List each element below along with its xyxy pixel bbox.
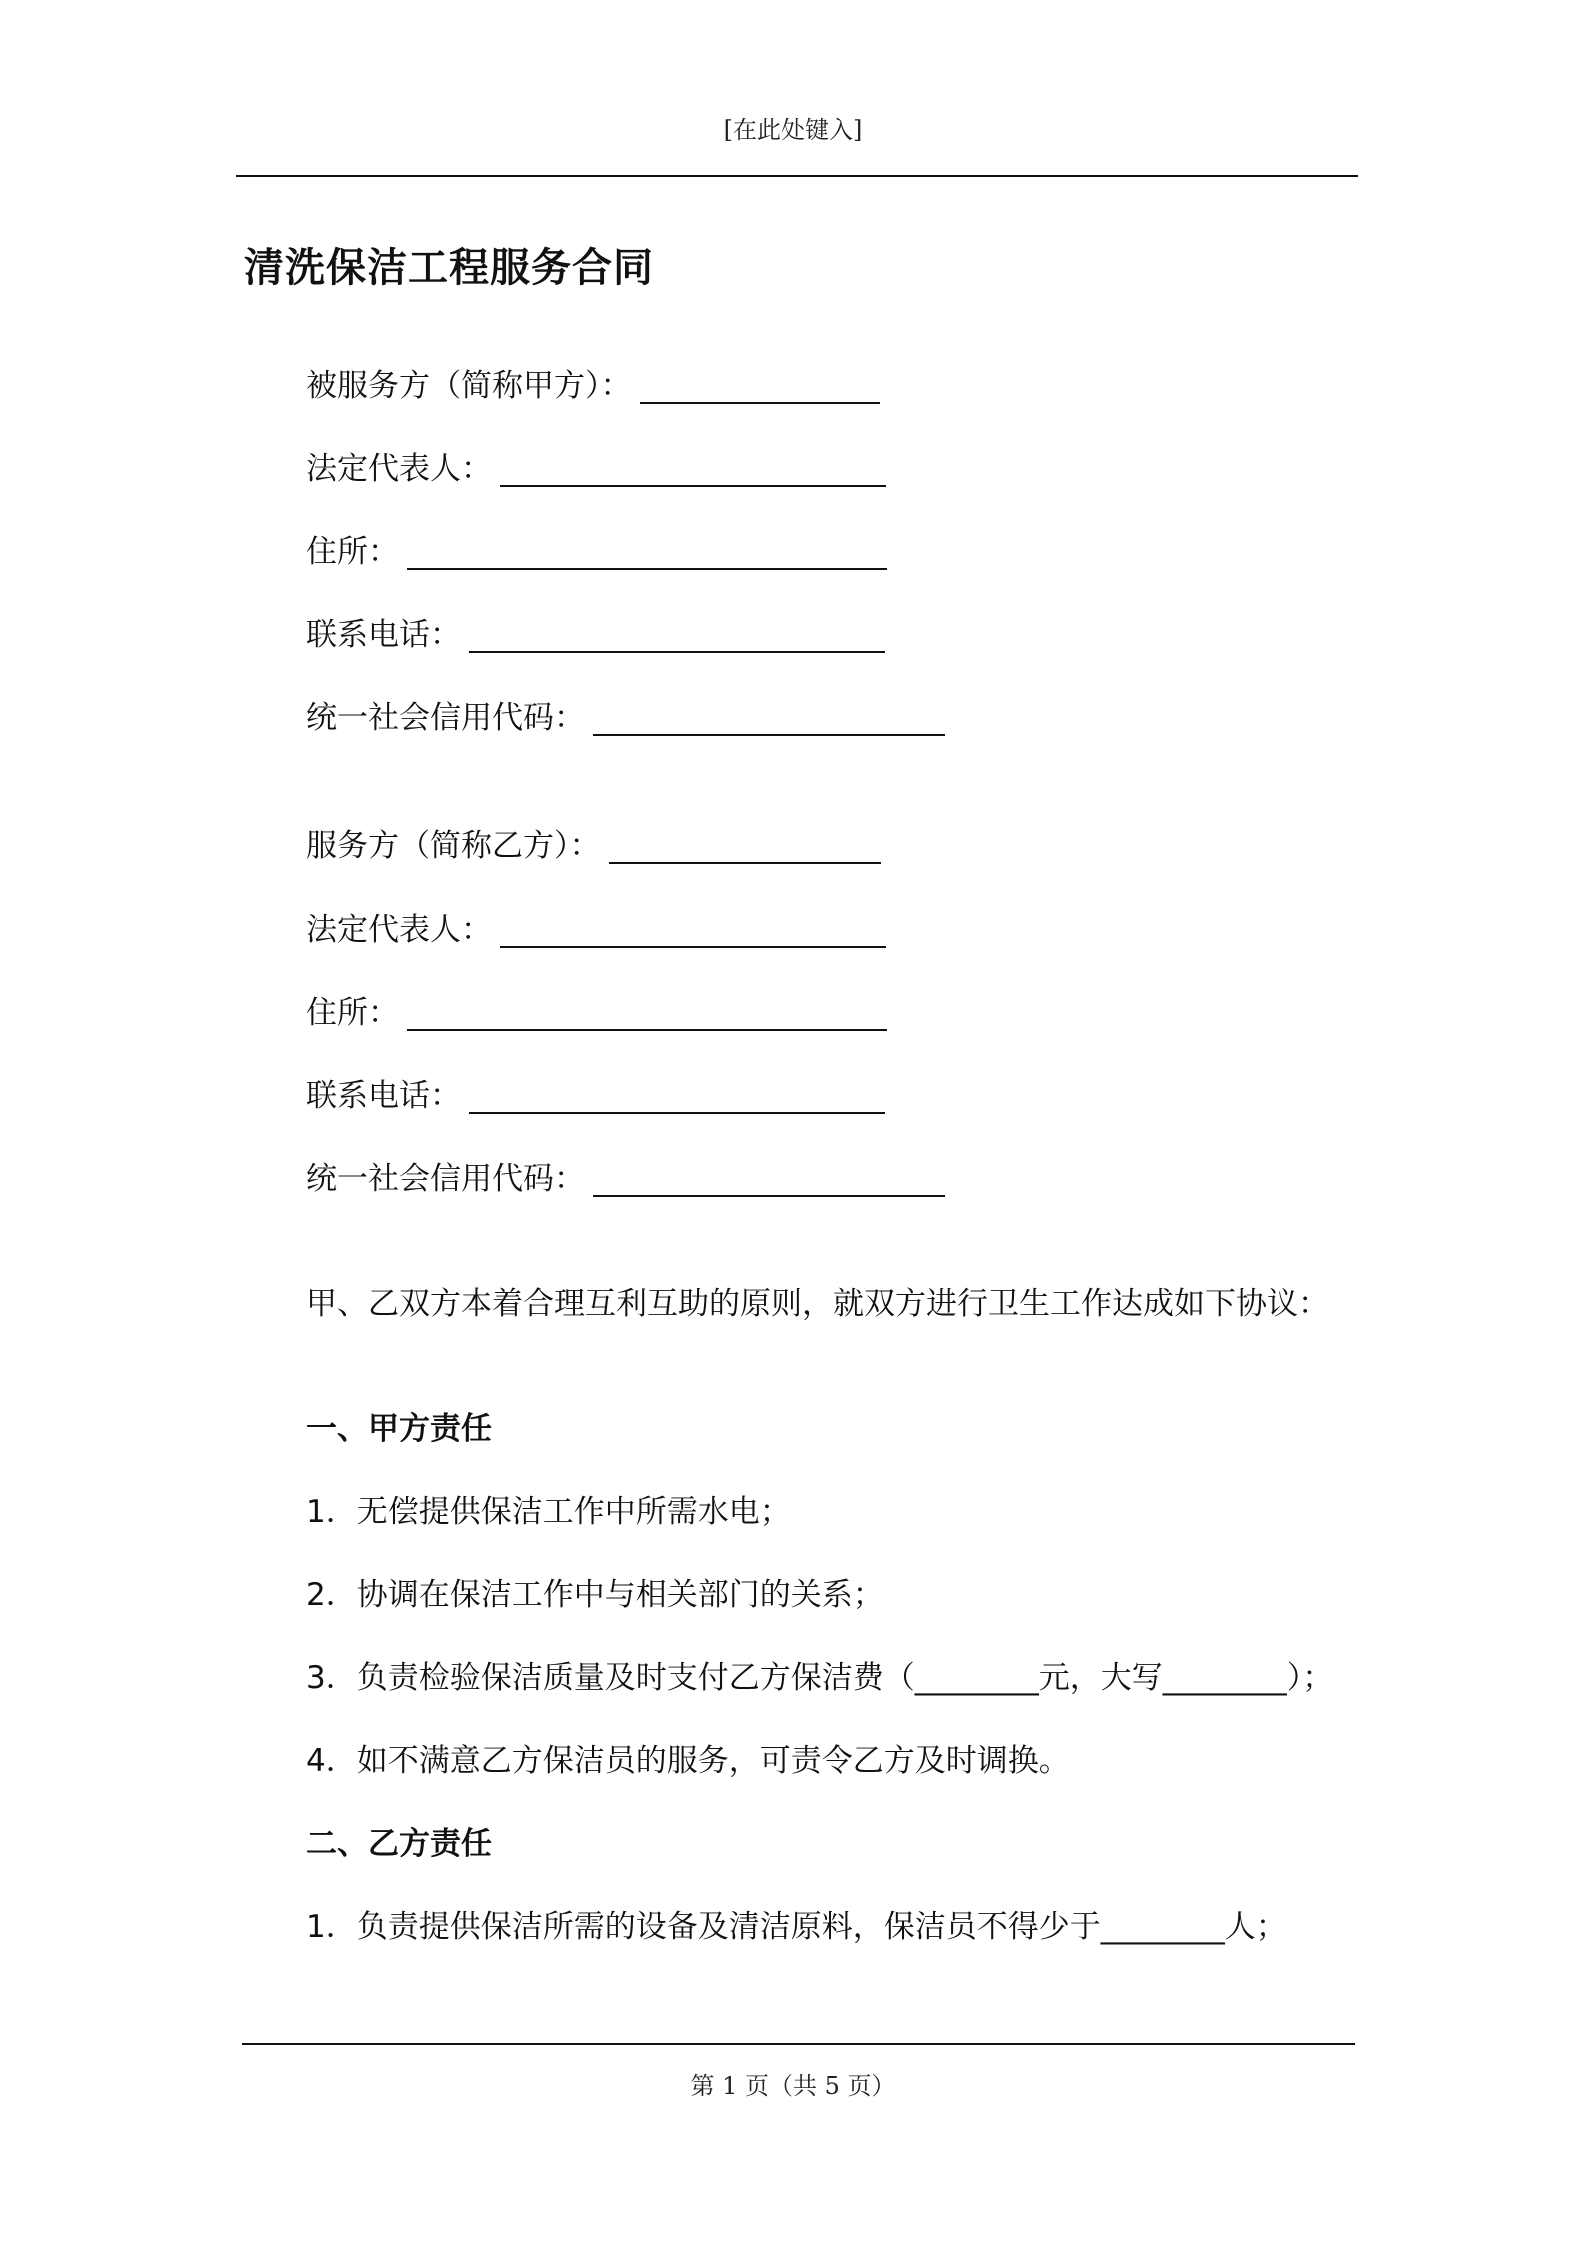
party-b-address-blank[interactable] [407, 989, 887, 1031]
party-a-rep-blank[interactable] [500, 445, 886, 487]
intro-paragraph: 甲、乙双方本着合理互利互助的原则，就双方进行卫生工作达成如下协议： [306, 1286, 1329, 1322]
party-b-credit-field [306, 1151, 945, 1201]
party-b-rep-blank[interactable] [500, 906, 886, 948]
section-1-item-3: 3．负责检验保洁质量及时支付乙方保洁费（________元，大写________）； [306, 1660, 1334, 1696]
party-a-credit-blank[interactable] [593, 694, 945, 736]
header-divider [236, 175, 1358, 177]
party-b-credit-blank[interactable] [593, 1155, 945, 1197]
party-a-address-blank[interactable] [407, 528, 887, 570]
party-a-name-field [306, 358, 880, 408]
party-a-phone-field [306, 607, 885, 657]
section-1-item-1: 1．无偿提供保洁工作中所需水电； [306, 1494, 791, 1530]
party-a-name-label: 被服务方（简称甲方）： [306, 368, 632, 404]
party-b-name-blank[interactable] [609, 822, 881, 864]
page-footer: 第 1 页（共 5 页） [690, 2072, 896, 2100]
party-a-address-label: 住所： [306, 534, 399, 570]
section-2-heading: 二、乙方责任 [306, 1826, 492, 1862]
party-a-credit-label: 统一社会信用代码： [306, 700, 585, 736]
party-a-address-field [306, 524, 887, 574]
party-a-rep-field [306, 441, 886, 491]
party-b-phone-blank[interactable] [469, 1072, 885, 1114]
page-header: [在此处键入] [723, 116, 863, 144]
section-1-item-4: 4．如不满意乙方保洁员的服务，可责令乙方及时调换。 [306, 1743, 1070, 1779]
party-b-address-field [306, 985, 887, 1035]
section-1-item-2: 2．协调在保洁工作中与相关部门的关系； [306, 1577, 884, 1613]
party-b-rep-label: 法定代表人： [306, 912, 492, 948]
section-1-heading: 一、甲方责任 [306, 1411, 492, 1447]
party-a-phone-label: 联系电话： [306, 617, 461, 653]
party-a-phone-blank[interactable] [469, 611, 885, 653]
party-a-name-blank[interactable] [640, 362, 880, 404]
party-b-address-label: 住所： [306, 995, 399, 1031]
footer-divider [242, 2043, 1355, 2045]
section-2-item-1: 1．负责提供保洁所需的设备及清洁原料，保洁员不得少于________人； [306, 1909, 1287, 1945]
party-a-rep-label: 法定代表人： [306, 451, 492, 487]
party-b-name-label: 服务方（简称乙方）： [306, 828, 601, 864]
document-title: 清洗保洁工程服务合同 [244, 245, 654, 291]
party-b-name-field [306, 818, 881, 868]
party-b-phone-label: 联系电话： [306, 1078, 461, 1114]
party-b-rep-field [306, 902, 886, 952]
party-a-credit-field [306, 690, 945, 740]
party-b-phone-field [306, 1068, 885, 1118]
party-b-credit-label: 统一社会信用代码： [306, 1161, 585, 1197]
